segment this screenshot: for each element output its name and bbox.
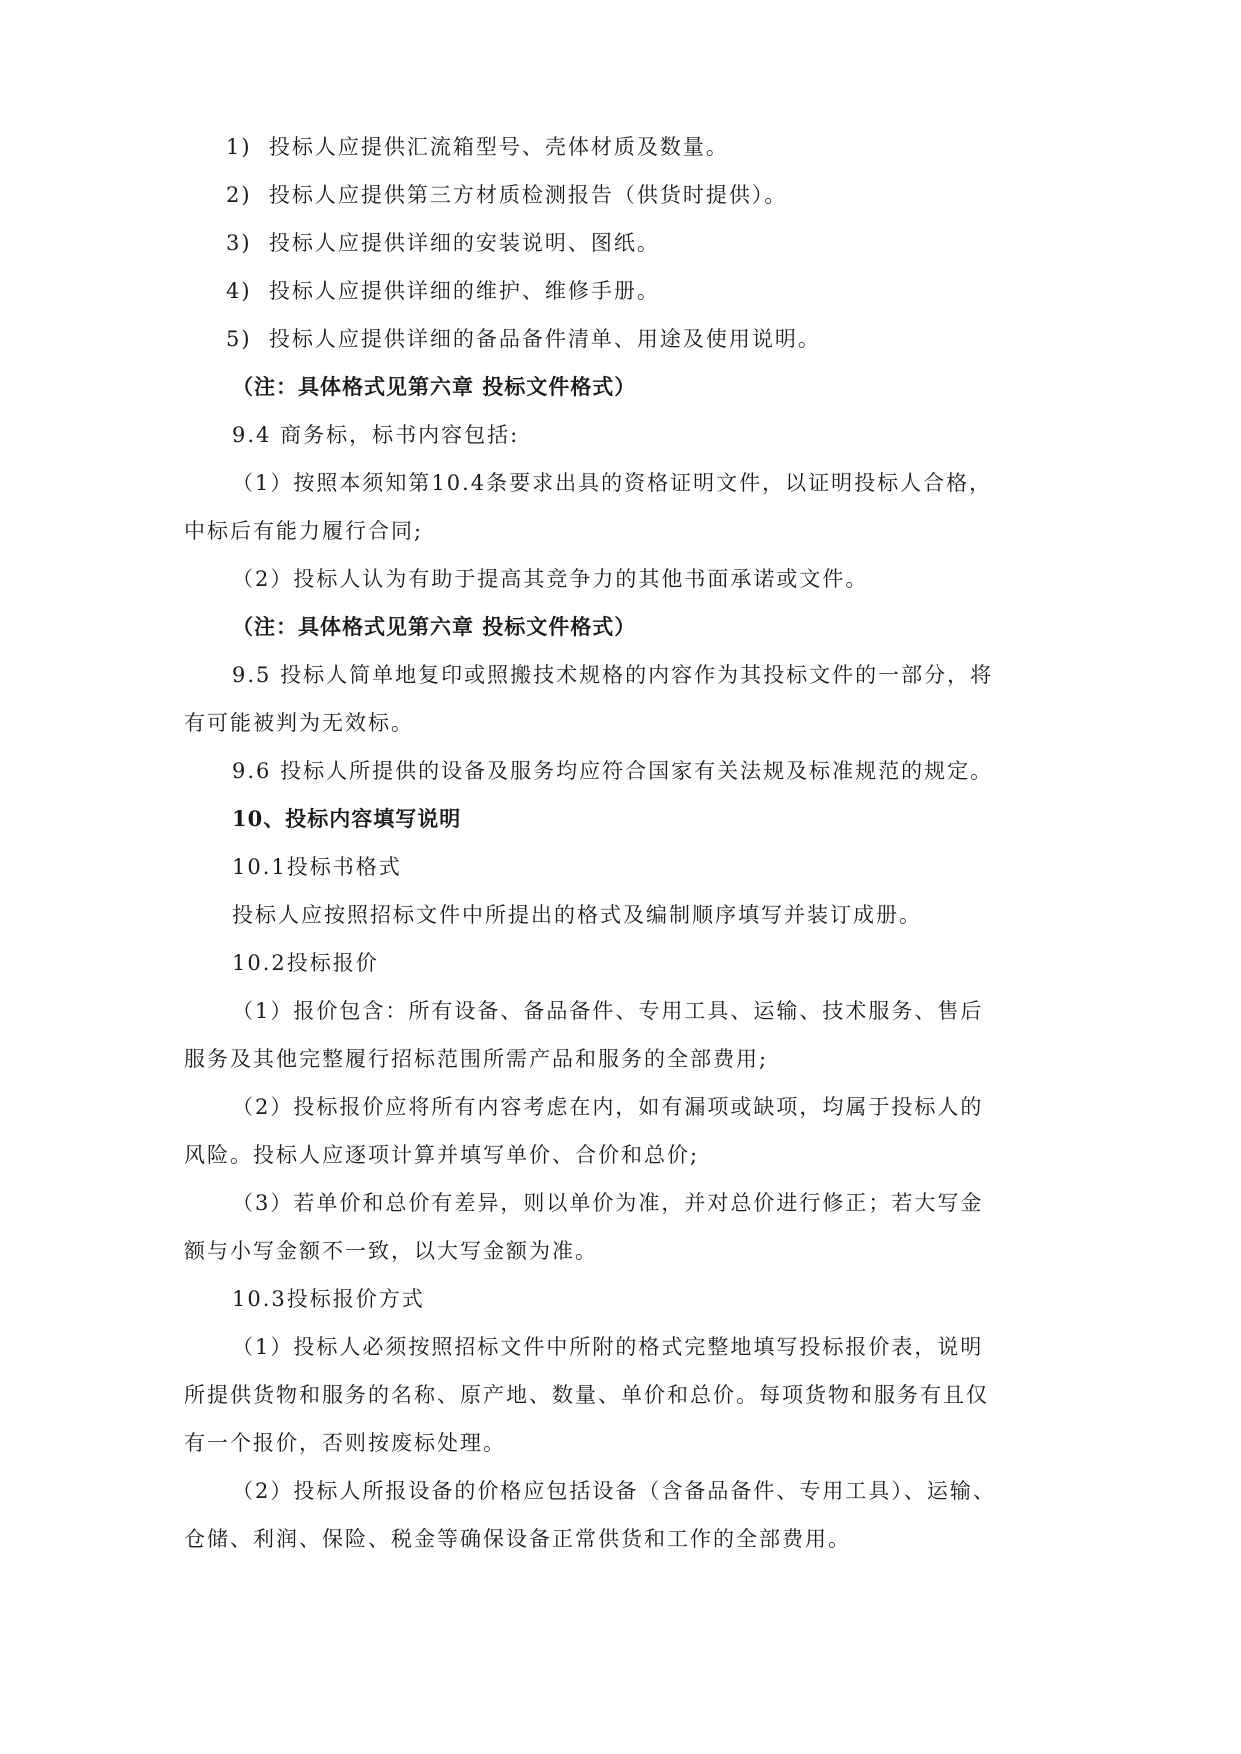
paragraph-line: （2）投标人所报设备的价格应包括设备（含备品备件、专用工具）、运输、 [232, 1479, 996, 1503]
list-item [226, 228, 660, 258]
paragraph-line: 有一个报价，否则按废标处理。 [184, 1431, 506, 1455]
list-number: 2) [226, 183, 252, 207]
format-note: （注：具体格式见第六章 投标文件格式） [232, 614, 637, 639]
paragraph-line: 额与小写金额不一致，以大写金额为准。 [184, 1239, 598, 1263]
list-number: 5) [226, 327, 252, 351]
list-number: 3) [226, 231, 252, 255]
paragraph-line: 投标人应按照招标文件中所提出的格式及编制顺序填写并装订成册。 [232, 903, 922, 927]
section-heading-10: 10、投标内容填写说明 [232, 806, 462, 831]
paragraph-line: （2）投标人认为有助于提高其竞争力的其他书面承诺或文件。 [232, 567, 869, 591]
paragraph-line: 所提供货物和服务的名称、原产地、数量、单价和总价。每项货物和服务有且仅 [184, 1383, 989, 1407]
paragraph-line: 服务及其他完整履行招标范围所需产品和服务的全部费用; [184, 1047, 769, 1071]
list-text: 投标人应提供详细的安装说明、图纸。 [268, 231, 660, 255]
list-number: 4) [226, 279, 252, 303]
list-item [226, 180, 787, 210]
list-item [226, 132, 729, 162]
list-number: 1) [226, 135, 252, 159]
paragraph-line: （1）报价包含：所有设备、备品备件、专用工具、运输、技术服务、售后 [232, 999, 984, 1023]
list-text: 投标人应提供详细的备品备件清单、用途及使用说明。 [268, 327, 821, 351]
paragraph-line: （1）按照本须知第10.4条要求出具的资格证明文件，以证明投标人合格， [232, 471, 993, 495]
list-item [226, 276, 660, 306]
section-heading-10-3: 10.3投标报价方式 [232, 1287, 425, 1311]
paragraph-line: （1）投标人必须按照招标文件中所附的格式完整地填写投标报价表，说明 [232, 1335, 984, 1359]
paragraph-line: 9.5 投标人简单地复印或照搬技术规格的内容作为其投标文件的一部分，将 [232, 663, 994, 687]
list-item [226, 324, 821, 354]
list-text: 投标人应提供汇流箱型号、壳体材质及数量。 [268, 135, 729, 159]
paragraph-line: 仓储、利润、保险、税金等确保设备正常供货和工作的全部费用。 [184, 1527, 851, 1551]
paragraph-line: 有可能被判为无效标。 [184, 711, 414, 735]
paragraph-line: 9.6 投标人所提供的设备及服务均应符合国家有关法规及标准规范的规定。 [232, 759, 994, 783]
list-text: 投标人应提供第三方材质检测报告（供货时提供）。 [268, 183, 788, 207]
paragraph-line: （2）投标报价应将所有内容考虑在内，如有漏项或缺项，均属于投标人的 [232, 1095, 984, 1119]
section-heading-10-1: 10.1投标书格式 [232, 855, 402, 879]
list-text: 投标人应提供详细的维护、维修手册。 [268, 279, 660, 303]
paragraph-line: 风险。投标人应逐项计算并填写单价、合价和总价; [184, 1143, 700, 1167]
paragraph-line: 中标后有能力履行合同; [184, 519, 424, 543]
paragraph-line: （3）若单价和总价有差异，则以单价为准，并对总价进行修正；若大写金 [232, 1191, 984, 1215]
section-heading-9-4: 9.4 商务标，标书内容包括: [232, 423, 520, 447]
format-note: （注：具体格式见第六章 投标文件格式） [232, 374, 637, 399]
section-heading-10-2: 10.2投标报价 [232, 951, 379, 975]
